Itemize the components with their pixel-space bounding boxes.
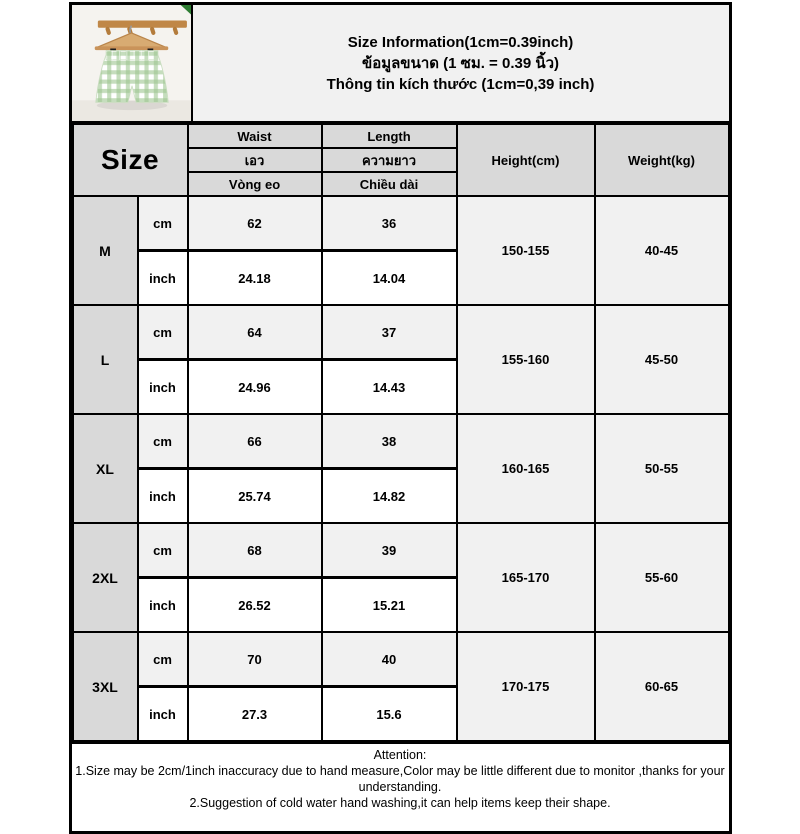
unit-label-inch: inch xyxy=(138,360,188,415)
size-information-title xyxy=(193,5,729,121)
waist-inch-value: 24.96 xyxy=(188,360,322,415)
size-table xyxy=(72,123,730,742)
title-line-vietnamese: Thông tin kích thước (1cm=0,39 inch) xyxy=(326,76,595,93)
height-range: 170-175 xyxy=(457,632,595,741)
attention-note-1: 1.Size may be 2cm/1inch inaccuracy due to hand measure,Color may be little different due to monitor ,thanks for your understanding. xyxy=(75,764,725,794)
weight-column-header: Weight(kg) xyxy=(595,124,729,196)
unit-label-cm: cm xyxy=(138,305,188,360)
waist-cm-value: 62 xyxy=(188,196,322,251)
waist-header-vietnamese: Vòng eo xyxy=(188,172,322,196)
height-column-header: Height(cm) xyxy=(457,124,595,196)
length-inch-value: 15.21 xyxy=(322,578,457,633)
size-label-m: M xyxy=(73,196,138,305)
title-line-english: Size Information(1cm=0.39inch) xyxy=(347,34,574,51)
unit-label-inch: inch xyxy=(138,687,188,742)
waist-cm-value: 66 xyxy=(188,414,322,469)
length-cm-value: 39 xyxy=(322,523,457,578)
length-cm-value: 37 xyxy=(322,305,457,360)
weight-range: 45-50 xyxy=(595,305,729,414)
weight-range: 60-65 xyxy=(595,632,729,741)
weight-range: 55-60 xyxy=(595,523,729,632)
row-m-cm xyxy=(73,196,729,251)
size-chart-sheet xyxy=(69,2,732,834)
weight-range: 40-45 xyxy=(595,196,729,305)
waist-cm-value: 68 xyxy=(188,523,322,578)
height-range: 155-160 xyxy=(457,305,595,414)
waist-cm-value: 64 xyxy=(188,305,322,360)
unit-label-cm: cm xyxy=(138,632,188,687)
attention-heading: Attention: xyxy=(373,748,427,762)
title-line-thai: ข้อมูลขนาด (1 ซม. = 0.39 นิ้ว) xyxy=(361,55,560,72)
waist-inch-value: 24.18 xyxy=(188,251,322,306)
product-photo xyxy=(72,5,193,121)
attention-note-2: 2.Suggestion of cold water hand washing,it can help items keep their shape. xyxy=(189,796,611,810)
length-header-en: Length xyxy=(322,124,457,148)
size-label-l: L xyxy=(73,305,138,414)
product-photo-graphic xyxy=(72,5,191,121)
length-header-vietnamese: Chiều dài xyxy=(322,172,457,196)
length-inch-value: 14.43 xyxy=(322,360,457,415)
top-band xyxy=(72,5,729,123)
row-l-cm xyxy=(73,305,729,360)
waist-header-en: Waist xyxy=(188,124,322,148)
unit-label-inch: inch xyxy=(138,251,188,306)
length-inch-value: 14.82 xyxy=(322,469,457,524)
size-label-xl: XL xyxy=(73,414,138,523)
size-column-header: Size xyxy=(73,124,188,196)
height-range: 150-155 xyxy=(457,196,595,305)
length-cm-value: 36 xyxy=(322,196,457,251)
height-range: 160-165 xyxy=(457,414,595,523)
row-3xl-cm xyxy=(73,632,729,687)
attention-footer xyxy=(72,742,729,831)
size-label-2xl: 2XL xyxy=(73,523,138,632)
row-xl-cm xyxy=(73,414,729,469)
row-2xl-cm xyxy=(73,523,729,578)
waist-header-thai: เอว xyxy=(188,148,322,172)
waist-inch-value: 25.74 xyxy=(188,469,322,524)
size-label-3xl: 3XL xyxy=(73,632,138,741)
unit-label-cm: cm xyxy=(138,523,188,578)
length-cm-value: 38 xyxy=(322,414,457,469)
unit-label-cm: cm xyxy=(138,196,188,251)
height-range: 165-170 xyxy=(457,523,595,632)
waist-inch-value: 27.3 xyxy=(188,687,322,742)
weight-range: 50-55 xyxy=(595,414,729,523)
unit-label-inch: inch xyxy=(138,578,188,633)
length-inch-value: 14.04 xyxy=(322,251,457,306)
waist-inch-value: 26.52 xyxy=(188,578,322,633)
length-inch-value: 15.6 xyxy=(322,687,457,742)
length-header-thai: ความยาว xyxy=(322,148,457,172)
unit-label-inch: inch xyxy=(138,469,188,524)
unit-label-cm: cm xyxy=(138,414,188,469)
length-cm-value: 40 xyxy=(322,632,457,687)
waist-cm-value: 70 xyxy=(188,632,322,687)
